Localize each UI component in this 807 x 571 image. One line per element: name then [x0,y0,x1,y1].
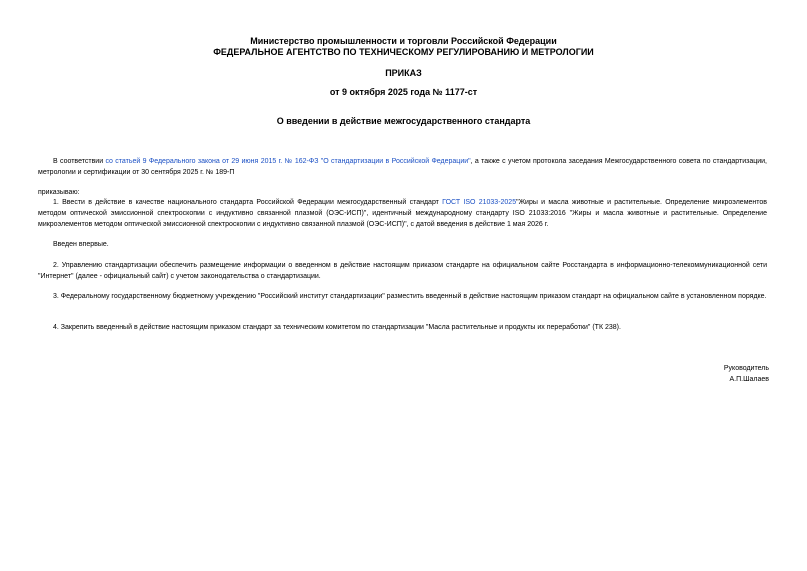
agency-name: ФЕДЕРАЛЬНОЕ АГЕНТСТВО ПО ТЕХНИЧЕСКОМУ РЕГУЛИРОВАНИЮ И МЕТРОЛОГИИ [213,47,594,57]
preamble-suffix: , а также с учетом протокола заседания Межгосударственного совета по стандартизации, метрологии и сертификации от 30 сентября 2025 г. № 189-П [38,158,767,176]
preamble-prefix: В соответствии [53,158,106,165]
preamble-paragraph [38,156,767,178]
document-date-number: от 9 октября 2025 года № 1177-ст [329,87,478,97]
order-item-1 [38,197,767,230]
federal-law-link[interactable]: со статьей 9 Федерального закона от 29 июня 2015 г. № 162-ФЗ "О стандартизации в Российской Федерации" [105,158,471,165]
signature-name: А.П.Шалаев [729,376,769,383]
ministry-name: Министерство промышленности и торговли Российской Федерации [250,36,557,46]
item1-suffix: "Жиры и масла животные и растительные. Определение микроэлементов методом оптической эмиссионной спектроскопии с индуктивно связанной плазмой (ОЭС-ИСП)", идентичный международному стандарту ISO 21033:2016 "Жиры и масла животные и растительные. Определение микроэлементов методом оптической эмиссионной спектроскопии с индуктивно связанной плазмой (ОЭС-ИСП)", с датой введения в действие 1 мая 2026 г. [38,199,768,228]
order-item-4: 4. Закрепить введенный в действие настоящим приказом стандарт за техническим комитетом по стандартизации "Масла растительные и продукты их переработки" (ТК 238). [53,324,621,331]
document-title: О введении в действие межгосударственного стандарта [276,116,531,126]
introduced-first-note: Введен впервые. [53,241,109,248]
orders-label: приказываю: [38,189,80,196]
order-item-3: 3. Федеральному государственному бюджетному учреждению "Российский институт стандартизации" разместить введенный в действие настоящим приказом стандарт на официальном сайте в установленном порядке. [53,293,767,300]
order-item-2: 2. Управлению стандартизации обеспечить размещение информации о введенном в действие настоящим приказом стандарте на официальном сайте Росстандарта в информационно-телекоммуникационной сети "Интернет" (далее - официальный сайт) с учетом законодательства о стандартизации. [38,262,767,280]
item1-prefix: 1. Ввести в действие в качестве национального стандарта Российской Федерации межгосударственный стандарт [53,199,443,206]
document-type: ПРИКАЗ [385,68,422,78]
signature-role: Руководитель [723,365,769,372]
gost-standard-link[interactable]: ГОСТ ISO 21033-2025 [442,199,517,206]
